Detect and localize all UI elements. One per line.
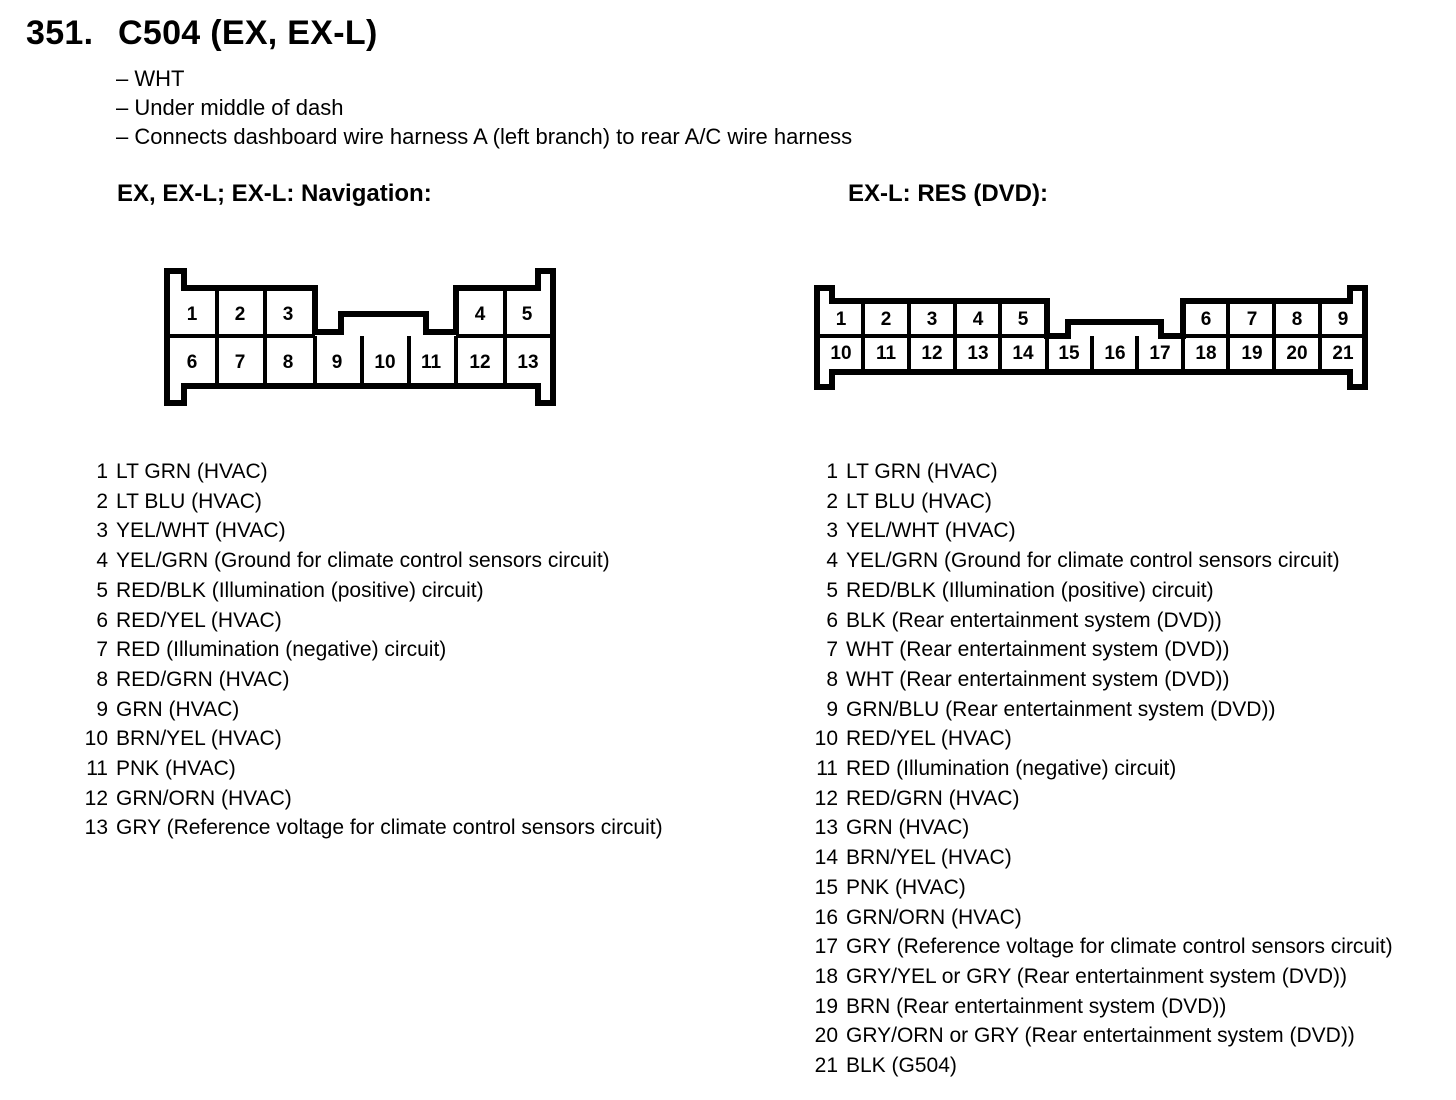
cavity-number: 4 [474, 304, 486, 325]
pin-number: 5 [96, 578, 108, 602]
pin-number: 1 [826, 460, 838, 483]
pin-list-item [80, 813, 663, 843]
pin-wire-description: BRN/YEL (HVAC) [116, 727, 282, 751]
cavity-number: 12 [921, 343, 943, 364]
pin-list-item [810, 992, 1393, 1022]
pin-wire-description: LT BLU (HVAC) [846, 489, 992, 513]
pin-number: 4 [826, 549, 838, 573]
pin-wire-description: GRY (Reference voltage for climate control sensors circuit) [846, 935, 1393, 959]
pin-wire-description: BLK (Rear entertainment system (DVD)) [846, 608, 1222, 632]
pin-list-item [810, 635, 1393, 665]
pin-wire-description: PNK (HVAC) [116, 757, 236, 781]
pin-list-item [810, 843, 1393, 873]
pin-number: 10 [84, 727, 108, 751]
pin-number: 12 [814, 786, 838, 810]
pin-number: 3 [826, 519, 838, 543]
pin-wire-description: RED/BLK (Illumination (positive) circuit) [846, 578, 1214, 602]
cavity-number: 20 [1286, 343, 1308, 364]
pin-list-item [80, 784, 663, 814]
cavity-number: 6 [1200, 309, 1212, 330]
pin-number: 13 [814, 816, 838, 840]
pin-list-item [810, 546, 1393, 576]
detail-connection: – Connects dashboard wire harness A (left branch) to rear A/C wire harness [116, 124, 853, 149]
pin-number: 14 [814, 846, 838, 870]
pin-wire-description: BRN/YEL (HVAC) [846, 846, 1012, 870]
pin-list-item [80, 516, 663, 546]
pin-wire-description: LT GRN (HVAC) [846, 460, 998, 483]
pin-number: 21 [814, 1054, 838, 1078]
cavity-number: 14 [1012, 343, 1034, 364]
pin-wire-description: RED (Illumination (negative) circuit) [116, 638, 447, 662]
pin-wire-description: RED/YEL (HVAC) [116, 608, 282, 632]
cavity-number: 16 [1104, 343, 1126, 364]
pin-number: 7 [826, 638, 838, 662]
cavity-number: 8 [1291, 309, 1303, 330]
pin-number: 6 [96, 608, 108, 632]
pin-wire-description: RED/GRN (HVAC) [116, 667, 290, 691]
pin-wire-description: GRN (HVAC) [846, 816, 970, 840]
pin-wire-description: GRN/BLU (Rear entertainment system (DVD)) [846, 697, 1276, 721]
pin-wire-description: BLK (G504) [846, 1054, 957, 1078]
pin-wire-description: GRN (HVAC) [116, 697, 240, 721]
right-pin-list [810, 457, 1393, 1081]
pin-list-item [810, 962, 1393, 992]
pin-wire-description: GRY (Reference voltage for climate control sensors circuit) [116, 816, 663, 840]
pin-list-item [810, 665, 1393, 695]
pin-number: 8 [96, 667, 108, 691]
pin-list-item [80, 665, 663, 695]
pin-list-item [810, 784, 1393, 814]
pin-list-item [810, 932, 1393, 962]
pin-number: 20 [814, 1024, 838, 1048]
pin-number: 9 [826, 697, 838, 721]
pin-list-item [80, 724, 663, 754]
pin-list-item [810, 1051, 1393, 1081]
pin-wire-description: RED/GRN (HVAC) [846, 786, 1020, 810]
pin-number: 18 [814, 964, 838, 988]
cavity-number: 5 [521, 304, 533, 325]
pin-number: 3 [96, 519, 108, 543]
cavity-number: 17 [1149, 343, 1171, 364]
cavity-number: 13 [517, 352, 539, 373]
pin-wire-description: BRN (Rear entertainment system (DVD)) [846, 994, 1227, 1018]
pin-list-item [810, 813, 1393, 843]
pin-wire-description: RED/YEL (HVAC) [846, 727, 1012, 751]
cavity-number: 11 [875, 343, 897, 364]
pin-number: 1 [96, 460, 108, 483]
cavity-number: 18 [1195, 343, 1217, 364]
pin-list-item [810, 724, 1393, 754]
right-section-heading: EX-L: RES (DVD): [848, 180, 1048, 207]
pin-number: 8 [826, 667, 838, 691]
pin-number: 11 [86, 757, 108, 781]
pin-wire-description: RED/BLK (Illumination (positive) circuit) [116, 578, 484, 602]
cavity-number: 12 [469, 352, 491, 373]
pin-number: 16 [814, 905, 838, 929]
pin-list-item [80, 635, 663, 665]
pin-number: 9 [96, 697, 108, 721]
pin-list-item [80, 695, 663, 725]
pin-list-item [80, 754, 663, 784]
pin-number: 5 [826, 578, 838, 602]
pin-number: 13 [84, 816, 108, 840]
pin-number: 4 [96, 549, 108, 573]
cavity-number: 5 [1017, 309, 1029, 330]
section-number: 351. [26, 14, 94, 52]
pin-wire-description: YEL/WHT (HVAC) [116, 519, 286, 543]
cavity-number: 7 [1246, 309, 1258, 330]
pin-number: 2 [96, 489, 108, 513]
pin-wire-description: WHT (Rear entertainment system (DVD)) [846, 638, 1230, 662]
cavity-number: 9 [1337, 309, 1349, 330]
pin-wire-description: PNK (HVAC) [846, 875, 966, 899]
pin-number: 15 [814, 875, 838, 899]
pin-list-item [810, 516, 1393, 546]
pin-number: 19 [814, 994, 838, 1018]
pin-wire-description: YEL/GRN (Ground for climate control sensors circuit) [116, 549, 610, 573]
pin-wire-description: WHT (Rear entertainment system (DVD)) [846, 667, 1230, 691]
pin-wire-description: LT BLU (HVAC) [116, 489, 262, 513]
pin-wire-description: LT GRN (HVAC) [116, 460, 268, 483]
pin-list-item [810, 903, 1393, 933]
pin-list-item [810, 487, 1393, 517]
detail-color: – WHT [116, 66, 185, 91]
pin-number: 17 [814, 935, 838, 959]
pin-list-item [810, 606, 1393, 636]
cavity-number: 2 [234, 304, 246, 325]
pin-number: 6 [826, 608, 838, 632]
cavity-number: 8 [282, 352, 294, 373]
pin-list-item [810, 873, 1393, 903]
cavity-number: 4 [972, 309, 984, 330]
pin-wire-description: GRN/ORN (HVAC) [846, 905, 1022, 929]
pin-wire-description: RED (Illumination (negative) circuit) [846, 757, 1177, 781]
pin-list-item [80, 576, 663, 606]
cavity-number: 3 [282, 304, 294, 325]
pin-number: 10 [814, 727, 838, 751]
cavity-number: 6 [186, 352, 198, 373]
pin-wire-description: GRY/ORN or GRY (Rear entertainment system (DVD)) [846, 1024, 1355, 1048]
cavity-number: 21 [1332, 343, 1354, 364]
cavity-number: 2 [880, 309, 892, 330]
cavity-number: 11 [420, 352, 442, 373]
pin-list-item [810, 576, 1393, 606]
pin-list-item [80, 457, 663, 487]
cavity-number: 15 [1058, 343, 1080, 364]
cavity-number: 3 [926, 309, 938, 330]
pin-list-item [80, 546, 663, 576]
pin-list-item [80, 606, 663, 636]
cavity-number: 7 [234, 352, 246, 373]
pin-number: 11 [816, 757, 838, 781]
pin-wire-description: GRY/YEL or GRY (Rear entertainment system (DVD)) [846, 964, 1348, 988]
connector-title: C504 (EX, EX-L) [118, 14, 378, 52]
cavity-number: 13 [967, 343, 989, 364]
pin-list-item [810, 457, 1393, 487]
pin-number: 12 [84, 786, 108, 810]
pin-number: 2 [826, 489, 838, 513]
pin-list-item [810, 1021, 1393, 1051]
cavity-number: 10 [830, 343, 852, 364]
cavity-number: 9 [331, 352, 343, 373]
pin-number: 7 [96, 638, 108, 662]
cavity-number: 10 [374, 352, 396, 373]
left-pin-list [80, 457, 663, 843]
pin-list-item [80, 487, 663, 517]
cavity-number: 19 [1241, 343, 1263, 364]
pin-wire-description: YEL/WHT (HVAC) [846, 519, 1016, 543]
detail-location: – Under middle of dash [116, 95, 344, 120]
pin-wire-description: GRN/ORN (HVAC) [116, 786, 292, 810]
left-section-heading: EX, EX-L; EX-L: Navigation: [117, 180, 432, 207]
pin-list-item [810, 754, 1393, 784]
pin-wire-description: YEL/GRN (Ground for climate control sensors circuit) [846, 549, 1340, 573]
cavity-number: 1 [186, 304, 198, 325]
cavity-number: 1 [835, 309, 847, 330]
pin-list-item [810, 695, 1393, 725]
